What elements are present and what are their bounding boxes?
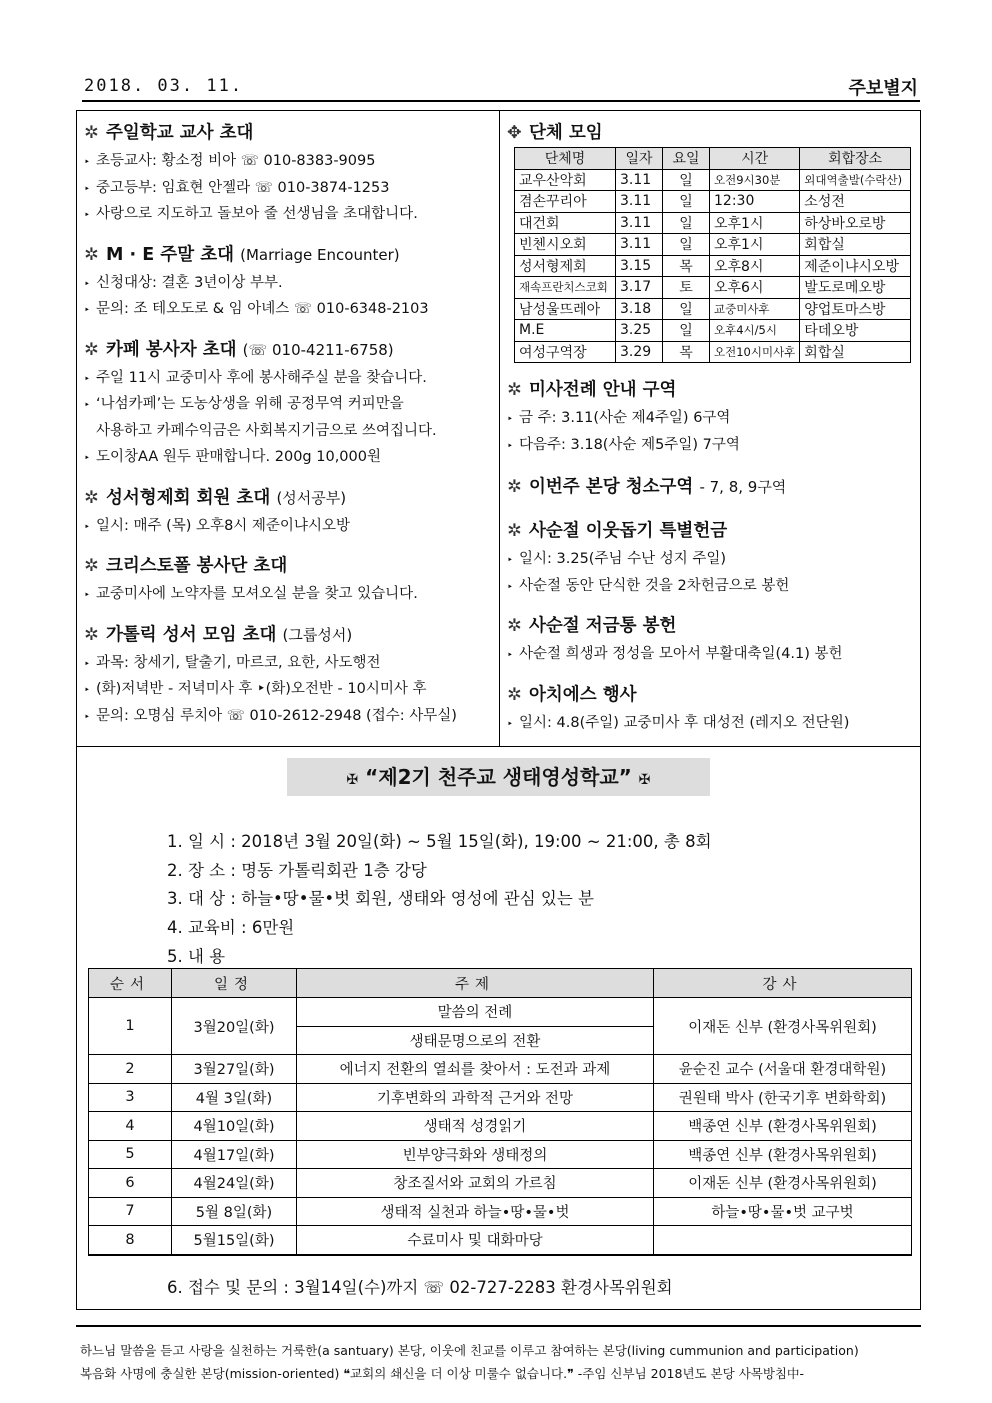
list-item: ‣ 문의: 조 테오도로 & 임 아녜스 ☏ 010-6348-2103 — [84, 296, 496, 323]
table-row — [89, 998, 912, 1027]
triangle-bullet-icon: ‣ — [84, 373, 90, 385]
table-cell: 8 — [89, 1226, 172, 1255]
table-row — [89, 1226, 912, 1255]
table-cell: 오후1시 — [710, 212, 800, 234]
table-cell: 남성울뜨레아 — [515, 298, 616, 320]
footer-line-1: 하느님 말씀을 듣고 사랑을 실천하는 거룩한(a santuary) 본당, 이웃에 친교를 이루고 참여하는 본당(living cummunion and participation) — [80, 1343, 859, 1358]
list-item: ‣ 도이창AA 원두 판매합니다. 200g 10,000원 — [84, 444, 496, 471]
list-item: ‣ 문의: 오명심 루치아 ☏ 010-2612-2948 (접수: 사무실) — [84, 703, 496, 730]
table-cell: 오후8시 — [710, 255, 800, 277]
table-cell: 1 — [89, 998, 172, 1055]
table-cell: 겸손꾸리아 — [515, 191, 616, 213]
table-cell: 에너지 전환의 열쇠를 찾아서 : 도전과 과제 — [297, 1055, 654, 1084]
table-header-row — [89, 969, 912, 998]
table-cell: 회합실 — [800, 234, 911, 256]
table-row — [515, 341, 911, 363]
table-cell: 일 — [663, 320, 710, 342]
table-cell: 목 — [663, 341, 710, 363]
table-cell: 발도로메오방 — [800, 277, 911, 299]
triangle-bullet-icon: ‣ — [84, 685, 90, 696]
table-row — [89, 1140, 912, 1169]
triangle-bullet-icon: ‣ — [84, 453, 90, 464]
piggy-bank-section-title: ✲ 사순절 저금통 봉헌 — [507, 611, 915, 641]
table-header: 요일 — [663, 148, 710, 170]
table-row — [515, 277, 911, 299]
triangle-bullet-icon: ‣ — [507, 555, 513, 566]
table-cell: 오후6시 — [710, 277, 800, 299]
table-header: 시간 — [710, 148, 800, 170]
list-item: ‣ ‘나섬카페’는 도농상생을 위해 공정무역 커피만을 — [84, 391, 496, 418]
table-cell: 3월27일(화) — [172, 1055, 297, 1084]
table-header: 강사 — [654, 969, 912, 998]
table-header: 순서 — [89, 969, 172, 998]
school-info-content: 5. 내 용 — [167, 947, 226, 966]
table-cell: 타데오방 — [800, 320, 911, 342]
table-cell: 3.11 — [616, 212, 663, 234]
table-cell: 3.11 — [616, 191, 663, 213]
triangle-bullet-icon: ‣ — [507, 414, 513, 425]
table-cell: 5월15일(화) — [172, 1226, 297, 1255]
table-cell: 수료미사 및 대화마당 — [297, 1226, 654, 1255]
table-cell: 백종연 신부 (환경사목위원회) — [654, 1112, 912, 1141]
list-item: ‣ 교중미사에 노약자를 모셔오실 분을 찾고 있습니다. — [84, 581, 496, 608]
table-cell: 빈첸시오회 — [515, 234, 616, 256]
list-item: ‣ 주일 11시 교중미사 후에 봉사해주실 분을 찾습니다. — [84, 365, 496, 392]
table-cell: 일 — [663, 298, 710, 320]
cleaning-section-title: ✲ 이번주 본당 청소구역 - 7, 8, 9구역 — [507, 472, 915, 502]
table-cell: M.E — [515, 320, 616, 342]
triangle-bullet-icon: ‣ — [84, 521, 90, 533]
catholic-bible-section-title: ✲ 가톨릭 성서 모임 초대 (그룹성서) — [84, 620, 496, 650]
table-cell: 생태적 실천과 하늘•땅•물•벗 — [297, 1197, 654, 1226]
left-column — [84, 118, 496, 729]
table-cell: 3.25 — [616, 320, 663, 342]
flower-icon: ✥ — [507, 123, 522, 143]
table-cell: 권원태 박사 (한국기후 변화학회) — [654, 1083, 912, 1112]
list-item: ‣ (화)저녁반 - 저녁미사 후 ‣(화)오전반 - 10시미사 후 — [84, 676, 496, 703]
table-cell: 4월10일(화) — [172, 1112, 297, 1141]
footer-line-2: 복음화 사명에 충실한 본당(mission-oriented) ❝교회의 쇄신을 더 이상 미룰수 없습니다.❞ -주임 신부님 2018년도 본당 사목방침中- — [80, 1366, 804, 1381]
table-cell: 오전9시30분 — [710, 169, 800, 191]
meetings-title-wrap — [507, 118, 915, 148]
table-cell: 3.29 — [616, 341, 663, 363]
table-row — [515, 298, 911, 320]
table-cell: 3.17 — [616, 277, 663, 299]
table-cell: 이재돈 신부 (환경사목위원회) — [654, 998, 912, 1055]
list-item: ‣ 중고등부: 임효현 안젤라 ☏ 010-3874-1253 — [84, 175, 496, 202]
school-info-target: 3. 대 상 : 하늘•땅•물•벗 회원, 생태와 영성에 관심 있는 분 — [167, 889, 594, 908]
table-cell: 백종연 신부 (환경사목위원회) — [654, 1140, 912, 1169]
table-header: 회합장소 — [800, 148, 911, 170]
teacher-section-title: ✲ 주일학교 교사 초대 — [84, 118, 496, 148]
table-cell: 일 — [663, 191, 710, 213]
school-info-date: 1. 일 시 : 2018년 3월 20일(화) ~ 5월 15일(화), 19:00 ~ 21:00, 총 8회 — [167, 832, 712, 851]
list-item: ‣ 사순절 희생과 정성을 모아서 부활대축일(4.1) 봉헌 — [507, 641, 915, 668]
snowflake-icon: ✲ — [507, 380, 522, 400]
table-cell: 4월24일(화) — [172, 1169, 297, 1198]
table-header: 단체명 — [515, 148, 616, 170]
table-cell: 하늘•땅•물•벗 교구벗 — [654, 1197, 912, 1226]
table-cell: 회합실 — [800, 341, 911, 363]
bulletin-date: 2018. 03. 11. — [84, 76, 244, 96]
table-row — [89, 1083, 912, 1112]
school-info-place: 2. 장 소 : 명동 가톨릭회관 1층 강당 — [167, 861, 427, 880]
right-column — [507, 375, 915, 736]
triangle-bullet-icon: ‣ — [84, 157, 90, 168]
table-cell: 이재돈 신부 (환경사목위원회) — [654, 1169, 912, 1198]
snowflake-icon: ✲ — [507, 616, 522, 636]
snowflake-icon: ✲ — [84, 123, 99, 143]
triangle-bullet-icon: ‣ — [84, 183, 90, 195]
table-cell: 윤순진 교수 (서울대 환경대학원) — [654, 1055, 912, 1084]
table-cell: 제준이냐시오방 — [800, 255, 911, 277]
table-cell: 양업토마스방 — [800, 298, 911, 320]
table-cell: 오후1시 — [710, 234, 800, 256]
list-item: ‣ 과목: 창세기, 탈출기, 마르코, 요한, 사도행전 — [84, 650, 496, 677]
snowflake-icon: ✲ — [84, 556, 99, 576]
cross-icon: ✠ — [638, 772, 651, 788]
table-row — [515, 234, 911, 256]
table-cell: 6 — [89, 1169, 172, 1198]
cafe-section-title: ✲ 카페 봉사자 초대 (☏ 010-4211-6758) — [84, 335, 496, 365]
table-header-row — [515, 148, 911, 170]
page-header — [82, 72, 920, 102]
school-banner — [287, 758, 710, 796]
school-contact: 6. 접수 및 문의 : 3월14일(수)까지 ☏ 02-727-2283 환경사목위원회 — [167, 1278, 673, 1297]
meetings-table — [514, 147, 911, 363]
triangle-bullet-icon: ‣ — [84, 278, 90, 290]
table-cell: 빈부양극화와 생태정의 — [297, 1140, 654, 1169]
triangle-bullet-icon: ‣ — [84, 305, 90, 316]
table-cell: 교우산악회 — [515, 169, 616, 191]
snowflake-icon: ✲ — [507, 477, 522, 497]
list-item: ‣ 일시: 3.25(주님 수난 성지 주일) — [507, 546, 915, 573]
table-row — [515, 320, 911, 342]
snowflake-icon: ✲ — [507, 684, 522, 705]
list-item: ‣ 금 주: 3.11(사순 제4주일) 6구역 — [507, 405, 915, 432]
triangle-bullet-icon: ‣ — [507, 581, 513, 593]
table-cell: 소성전 — [800, 191, 911, 213]
table-cell: 5월 8일(화) — [172, 1197, 297, 1226]
mass-section-title: ✲ 미사전례 안내 구역 — [507, 375, 915, 405]
school-title: “제2기 천주교 생태영성학교” — [365, 765, 632, 789]
table-cell: 3.11 — [616, 169, 663, 191]
triangle-bullet-icon: ‣ — [84, 210, 90, 221]
table-cell: 외대역출발(수락산) — [800, 169, 911, 191]
table-header: 일자 — [616, 148, 663, 170]
triangle-bullet-icon: ‣ — [507, 718, 513, 730]
table-cell: 기후변화의 과학적 근거와 전망 — [297, 1083, 654, 1112]
meetings-section-title: ✥ 단체 모임 — [507, 118, 915, 148]
list-item: ‣ 신청대상: 결혼 3년이상 부부. — [84, 270, 496, 297]
table-cell: 말씀의 전례 — [297, 998, 654, 1027]
footer-rule — [76, 1325, 921, 1327]
school-info-fee: 4. 교육비 : 6만원 — [167, 918, 295, 937]
table-cell: 일 — [663, 234, 710, 256]
table-row — [515, 212, 911, 234]
table-cell: 하상바오로방 — [800, 212, 911, 234]
bulletin-title: 주보별지 — [848, 78, 918, 99]
table-cell: 3.18 — [616, 298, 663, 320]
triangle-bullet-icon: ‣ — [84, 711, 90, 723]
snowflake-icon: ✲ — [84, 244, 99, 265]
table-cell: 교중미사후 — [710, 298, 800, 320]
table-cell: 4월17일(화) — [172, 1140, 297, 1169]
table-cell: 오전10시미사후 — [710, 341, 800, 363]
triangle-bullet-icon: ‣ — [84, 590, 90, 601]
list-item: ‣ 일시: 매주 (목) 오후8시 제준이냐시오방 — [84, 513, 496, 540]
bible-section-title: ✲ 성서형제회 회원 초대 (성서공부) — [84, 483, 496, 513]
table-cell — [654, 1226, 912, 1255]
christopher-section-title: ✲ 크리스토폴 봉사단 초대 — [84, 551, 496, 581]
table-header: 일정 — [172, 969, 297, 998]
schedule-table — [88, 968, 912, 1256]
snowflake-icon: ✲ — [84, 339, 99, 360]
table-cell: 대건회 — [515, 212, 616, 234]
list-item: ‣ 초등교사: 황소정 비아 ☏ 010-8383-9095 — [84, 148, 496, 175]
table-cell: 재속프란치스코회 — [515, 277, 616, 299]
triangle-bullet-icon: ‣ — [507, 650, 513, 661]
table-cell: 3 — [89, 1083, 172, 1112]
table-cell: 3.15 — [616, 255, 663, 277]
table-header: 주제 — [297, 969, 654, 998]
list-item-continuation: 사용하고 카페수익금은 사회복지기금으로 쓰여집니다. — [96, 422, 437, 439]
cross-icon: ✠ — [346, 772, 359, 788]
table-cell: 4월 3일(화) — [172, 1083, 297, 1112]
table-row — [515, 255, 911, 277]
table-cell: 4 — [89, 1112, 172, 1141]
table-cell: 목 — [663, 255, 710, 277]
list-item: ‣ 다음주: 3.18(사순 제5주일) 7구역 — [507, 432, 915, 459]
table-row — [89, 1055, 912, 1084]
snowflake-icon: ✲ — [84, 487, 99, 508]
lent-offering-section-title: ✲ 사순절 이웃돕기 특별헌금 — [507, 516, 915, 546]
table-row — [515, 169, 911, 191]
table-cell: 오후4시/5시 — [710, 320, 800, 342]
snowflake-icon: ✲ — [84, 624, 99, 645]
table-cell: 창조질서와 교회의 가르침 — [297, 1169, 654, 1198]
triangle-bullet-icon: ‣ — [84, 658, 90, 670]
table-cell: 12:30 — [710, 191, 800, 213]
table-cell: 3월20일(화) — [172, 998, 297, 1055]
table-cell: 5 — [89, 1140, 172, 1169]
table-cell: 토 — [663, 277, 710, 299]
table-cell: 여성구역장 — [515, 341, 616, 363]
table-cell: 일 — [663, 169, 710, 191]
table-cell: 생태문명으로의 전환 — [297, 1026, 654, 1055]
table-row — [515, 191, 911, 213]
list-item: ‣ 일시: 4.8(주일) 교중미사 후 대성전 (레지오 전단원) — [507, 710, 915, 737]
table-row — [89, 1197, 912, 1226]
me-section-title: ✲ M · E 주말 초대 (Marriage Encounter) — [84, 240, 496, 270]
acies-section-title: ✲ 아치에스 행사 — [507, 680, 915, 710]
table-row — [89, 1112, 912, 1141]
table-cell: 3.11 — [616, 234, 663, 256]
column-divider — [499, 110, 500, 747]
section-divider — [76, 746, 921, 747]
table-cell: 생태적 성경읽기 — [297, 1112, 654, 1141]
triangle-bullet-icon: ‣ — [507, 440, 513, 452]
list-item: ‣ 사랑으로 지도하고 돌보아 줄 선생님을 초대합니다. — [84, 201, 496, 228]
list-item: ‣ 사순절 동안 단식한 것을 2차헌금으로 봉헌 — [507, 573, 915, 600]
table-cell: 7 — [89, 1197, 172, 1226]
table-row — [89, 1169, 912, 1198]
snowflake-icon: ✲ — [507, 521, 522, 541]
table-cell: 성서형제회 — [515, 255, 616, 277]
table-cell: 2 — [89, 1055, 172, 1084]
table-cell: 일 — [663, 212, 710, 234]
triangle-bullet-icon: ‣ — [84, 400, 90, 411]
